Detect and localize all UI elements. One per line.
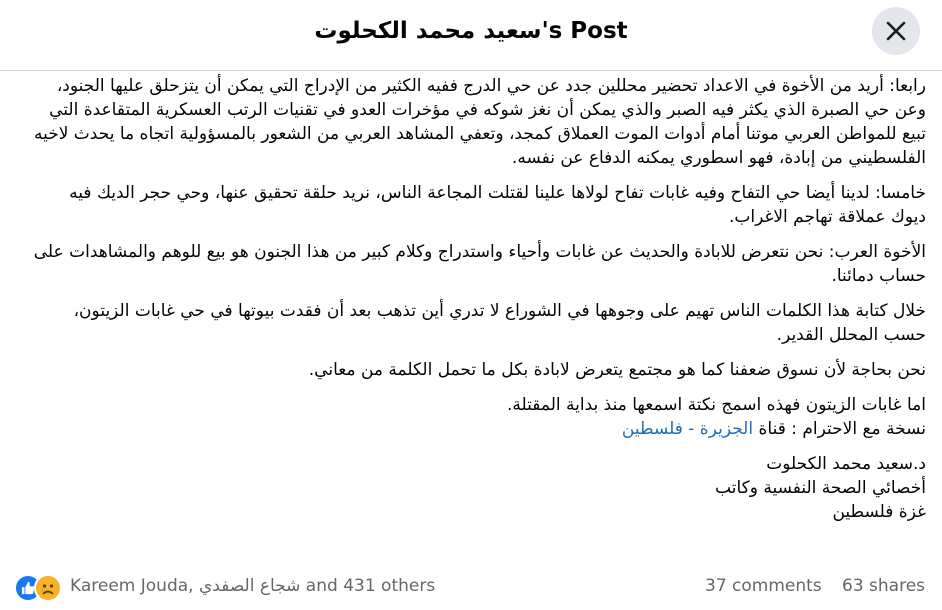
- close-icon: [885, 20, 907, 42]
- signature-name: د.سعيد محمد الكحلوت: [766, 454, 926, 474]
- shares-count[interactable]: 63 shares: [842, 576, 926, 596]
- comments-count[interactable]: 37 comments: [705, 576, 822, 596]
- post-paragraph-5th: خامسا: لدينا أيضا حي التفاح وفيه غابات تفاح لولاها علينا لقتلت المجاعة الناس، نريد حلقة تحقيق عنها، وحي حجر الديك فيه ديوك عملاقة تهاجم الاغراب.: [69, 183, 926, 227]
- post-body: [30, 74, 926, 524]
- reaction-icons[interactable]: [14, 574, 64, 600]
- signature-title: أخصائي الصحة النفسية وكاتب: [715, 478, 926, 498]
- close-button[interactable]: [872, 7, 920, 55]
- signature-place: غزة فلسطين: [832, 502, 926, 522]
- post-footer: [0, 572, 942, 602]
- copy-text: نسخة مع الاحترام : قناة: [753, 419, 926, 439]
- post-paragraph-streets: خلال كتابة هذا الكلمات الناس تهيم على وجوهها في الشوراع لا تدري أين تذهب بعد أن فقدت بيوتها في حي غابات الزيتون، حسب المحلل القدير.: [73, 301, 926, 345]
- post-paragraph-arabs: الأخوة العرب: نحن نتعرض للابادة والحديث عن غابات وأحياء واستدراج وكلام كبير من هذا الجنون هو بيع للوهم والمشاهدات على حساب دمائنا.: [33, 242, 926, 286]
- post-paragraph-need: نحن بحاجة لأن نسوق ضعفنا كما هو مجتمع يتعرض لابادة بكل ما تحمل الكلمة من معاني.: [308, 360, 926, 380]
- post-paragraph-4th: رابعا: أريد من الأخوة في الاعداد تحضير محللين جدد عن حي الدرج ففيه الكثير من الإدراج التي يمكن أن يتزحلق عليها الجنود، وعن حي الصبرة الذي يكثر فيه الصبر والذي يمكن أن نغز شوكه في مؤخرات العدو في تقنيات الرتب العسكرية المتقاعدة التي تبيع للمواطن العربي موتنا أمام أدوات الموت العملاق كمجد، وتعفي المشاهد العربي من الشعور بالمسؤولية اتجاه ما يحدث لاخيه الفلسطيني من إبادة، فهو اسطوري يمكنه الدفاع عن نفسه.: [33, 76, 926, 168]
- sad-icon: [34, 574, 62, 602]
- post-paragraph-olive: اما غابات الزيتون فهذه اسمج نكتة اسمعها منذ بداية المقتلة.: [507, 395, 926, 415]
- aljazeera-link[interactable]: الجزيرة - فلسطين: [621, 419, 754, 439]
- reactors-text[interactable]: Kareem Jouda, شجاع الصفدي and 431 others: [70, 576, 436, 596]
- post-title: سعيد محمد الكحلوت's Post: [314, 18, 628, 44]
- post-paragraph-copy: [30, 417, 926, 441]
- header-divider: [0, 70, 942, 71]
- post-header: [0, 0, 942, 64]
